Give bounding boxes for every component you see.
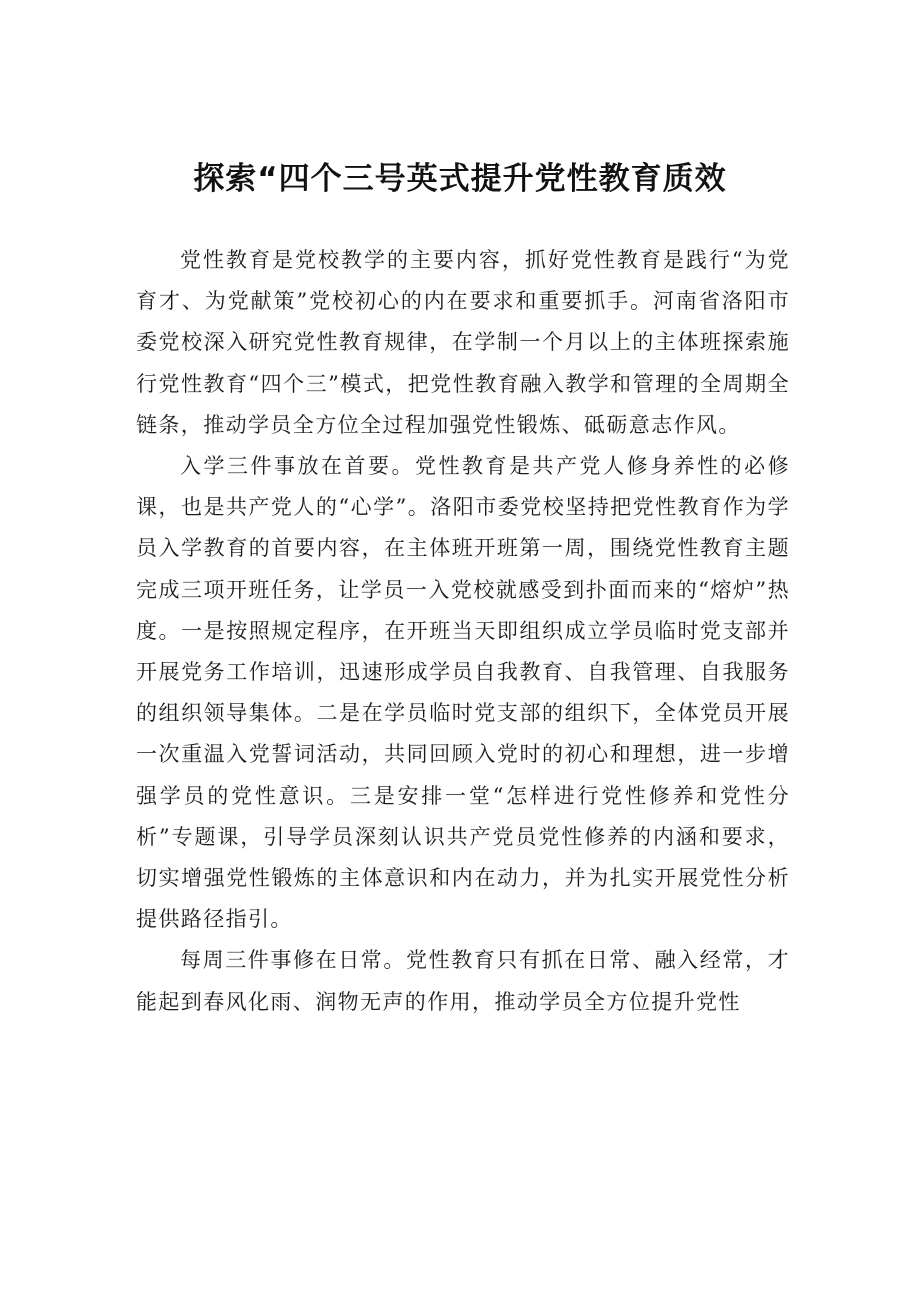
document-body <box>136 240 790 1023</box>
document-title: 探索“四个三号英式提升党性教育质效 <box>193 161 727 197</box>
paragraph-weekly: 每周三件事修在日常。党性教育只有抓在日常、融入经常，才能起到春风化雨、润物无声的作用，推动学员全方位提升党性 <box>136 948 790 1014</box>
paragraph-enrollment: 入学三件事放在首要。党性教育是共产党人修身养性的必修课，也是共产党人的“心学”。洛阳市委党校坚持把党性教育作为学员入学教育的首要内容，在主体班开班第一周，围绕党性教育主题完成三项开班任务，让学员一入党校就感受到扑面而来的“熔炉”热度。一是按照规定程序，在开班当天即组织成立学员临时党支部并开展党务工作培训，迅速形成学员自我教育、自我管理、自我服务的组织领导集体。二是在学员临时党支部的组织下，全体党员开展一次重温入党誓词活动，共同回顾入党时的初心和理想，进一步增强学员的党性意识。三是安排一堂“怎样进行党性修养和党性分析”专题课，引导学员深刻认识共产党员党性修养的内涵和要求，切实增强党性锻炼的主体意识和内在动力，并为扎实开展党性分析提供路径指引。 <box>136 454 790 932</box>
paragraph-intro: 党性教育是党校教学的主要内容，抓好党性教育是践行“为党育才、为党献策”党校初心的内在要求和重要抓手。河南省洛阳市委党校深入研究党性教育规律，在学制一个月以上的主体班探索施行党性教育“四个三”模式，把党性教育融入教学和管理的全周期全链条，推动学员全方位全过程加强党性锻炼、砥砺意志作风。 <box>136 248 790 437</box>
